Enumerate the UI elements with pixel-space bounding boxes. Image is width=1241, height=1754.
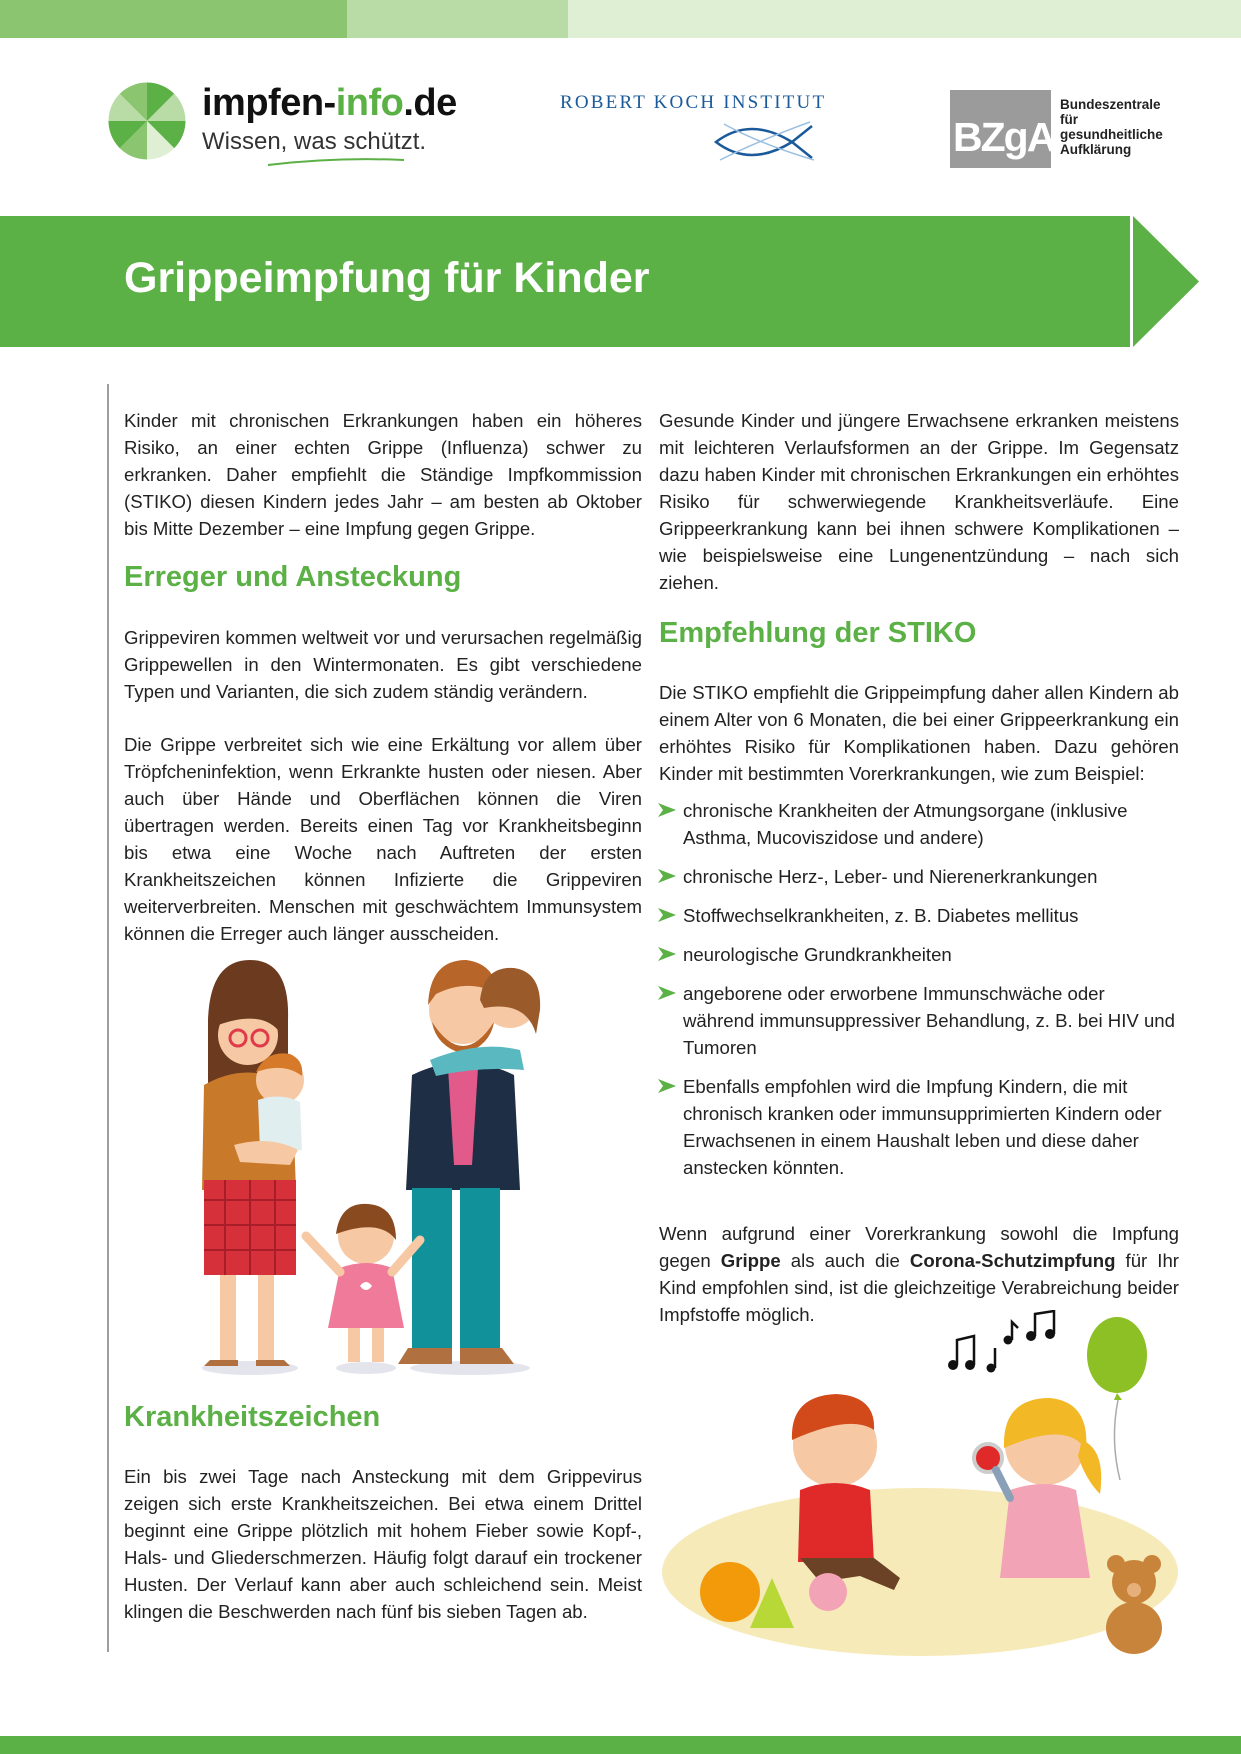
- impfen-info-wordmark: impfen-info.de: [202, 82, 457, 124]
- rki-fish-icon: [710, 120, 820, 164]
- arrow-bullet-icon: [657, 983, 677, 1003]
- top-strip-medium: [347, 0, 568, 38]
- banner-arrow-icon: [1133, 216, 1199, 347]
- bzga-line: Bundeszentrale: [1060, 97, 1161, 112]
- tagline-swoosh: [266, 156, 406, 168]
- impfen-info-logo[interactable]: [106, 78, 466, 170]
- list-item: [657, 980, 1179, 1061]
- umbrella-icon: [106, 80, 188, 162]
- heading-krankheitszeichen: Krankheitszeichen: [124, 1401, 381, 1433]
- bzga-logo-box: [950, 90, 1055, 168]
- list-item-text: neurologische Grundkrankheiten: [683, 944, 952, 965]
- top-strip-dark: [0, 0, 347, 38]
- list-item-text: chronische Krankheiten der Atmungsorgane (inklusive Asthma, Mucoviszidose und andere): [683, 800, 1128, 848]
- list-item: [657, 941, 1179, 968]
- heading-empfehlung-stiko: Empfehlung der STIKO: [659, 617, 977, 649]
- bzga-logo[interactable]: [950, 90, 1190, 170]
- rki-wordmark: ROBERT KOCH INSTITUT: [560, 92, 827, 113]
- impfen-info-tagline: Wissen, was schützt.: [202, 128, 427, 155]
- right-intro-paragraph: Gesunde Kinder und jüngere Erwachsene erkranken meistens mit leichteren Verlaufsformen an der Grippe. Im Gegensatz dazu haben Kinder mit chronischen Erkrankungen ein erhöhtes Risiko für schwerwiegende Krankheitsverläufe. Eine Grippeerkrankung kann bei ihnen schwere Komplikationen – wie beispielsweise eine Lungenentzündung – nach sich ziehen.: [659, 410, 1179, 593]
- krankheitszeichen-paragraph: Ein bis zwei Tage nach Ansteckung mit dem Grippevirus zeigen sich erste Krankheitszeichen. Bei etwa einem Drittel beginnt eine Grippe plötzlich mit hohem Fieber sowie Kopf-, Hals- und Gliederschmerzen. Häufig folgt darauf ein trockener Husten. Der Verlauf kann aber auch schleichend sein. Meist klingen die Beschwerden nach fünf bis sieben Tagen ab.: [124, 1466, 642, 1622]
- children-playing-illustration: [660, 1310, 1180, 1660]
- closing-bold-grippe: Grippe: [720, 1250, 781, 1271]
- list-item-text: Stoffwechselkrankheiten, z. B. Diabetes mellitus: [683, 905, 1079, 926]
- bzga-abbr: BZgA: [953, 114, 1055, 160]
- bzga-line: für: [1060, 112, 1078, 127]
- list-item: [657, 902, 1179, 929]
- erreger-paragraph-2: Die Grippe verbreitet sich wie eine Erkältung vor allem über Tröpfcheninfektion, wenn Erkrankte husten oder niesen. Aber auch über Hände und Oberflächen können die Viren übertragen werden. Bereits einen Tag vor Krankheitsbeginn bis etwa eine Woche nach Auftreten der ersten Krankheitszeichen können Infizierte die Grippeviren weiterverbreiten. Menschen mit geschwächtem Immunsystem können die Erreger auch länger ausscheiden.: [124, 734, 642, 944]
- left-column-rule: [107, 384, 109, 1652]
- family-illustration: [180, 950, 580, 1380]
- closing-paragraph: Wenn aufgrund einer Vorerkrankung sowohl die Impfung gegen Grippe als auch die Corona-Schutzimpfung für Ihr Kind empfohlen sind, ist die gleichzeitige Verabreichung beider Impfstoffe möglich.: [659, 1223, 1179, 1325]
- risk-group-list: [657, 797, 1179, 1193]
- bottom-color-strip: [0, 1736, 1241, 1754]
- bzga-line: gesundheitliche: [1060, 127, 1163, 142]
- list-item-text: angeborene oder erworbene Immunschwäche oder während immunsuppressiver Behandlung, z. B. bei HIV und Tumoren: [683, 983, 1175, 1058]
- bzga-name: [1060, 97, 1163, 157]
- stiko-paragraph: Die STIKO empfiehlt die Grippeimpfung daher allen Kindern ab einem Alter von 6 Monaten, die bei einer Grippeerkrankung ein erhöhtes Risiko für Komplikationen haben. Dazu gehören Kinder mit bestimmten Vorerkrankungen, wie zum Beispiel:: [659, 682, 1179, 784]
- list-item-text: chronische Herz-, Leber- und Nierenerkrankungen: [683, 866, 1098, 887]
- rki-logo[interactable]: [558, 92, 848, 168]
- arrow-bullet-icon: [657, 866, 677, 886]
- top-color-strip: [0, 0, 1241, 38]
- arrow-bullet-icon: [657, 1076, 677, 1096]
- list-item: [657, 1073, 1179, 1181]
- top-strip-light: [568, 0, 1241, 38]
- arrow-bullet-icon: [657, 905, 677, 925]
- list-item: [657, 863, 1179, 890]
- list-item-text: Ebenfalls empfohlen wird die Impfung Kindern, die mit chronisch kranken oder immunsupprimierten Kindern oder Erwachsenen in einem Haushalt leben und diese daher anstecken könnten.: [683, 1076, 1162, 1178]
- erreger-paragraph-1: Grippeviren kommen weltweit vor und verursachen regelmäßig Grippewellen in den Wintermonaten. Es gibt verschiedene Typen und Varianten, die sich zudem ständig verändern.: [124, 627, 642, 702]
- music-notes-icon: [948, 1311, 1055, 1373]
- arrow-bullet-icon: [657, 800, 677, 820]
- heading-erreger: Erreger und Ansteckung: [124, 561, 462, 593]
- list-item: [657, 797, 1179, 851]
- page-title: Grippeimpfung für Kinder: [124, 254, 650, 302]
- arrow-bullet-icon: [657, 944, 677, 964]
- closing-bold-corona: Corona-Schutzimpfung: [909, 1250, 1116, 1271]
- left-intro-paragraph: Kinder mit chronischen Erkrankungen haben ein höheres Risiko, an einer echten Grippe (Influenza) schwer zu erkranken. Daher empfiehlt die Ständige Impfkommission (STIKO) diesen Kindern jedes Jahr – am besten ab Oktober bis Mitte Dezember – eine Impfung gegen Grippe.: [124, 410, 642, 539]
- bzga-line: Aufklärung: [1060, 142, 1132, 157]
